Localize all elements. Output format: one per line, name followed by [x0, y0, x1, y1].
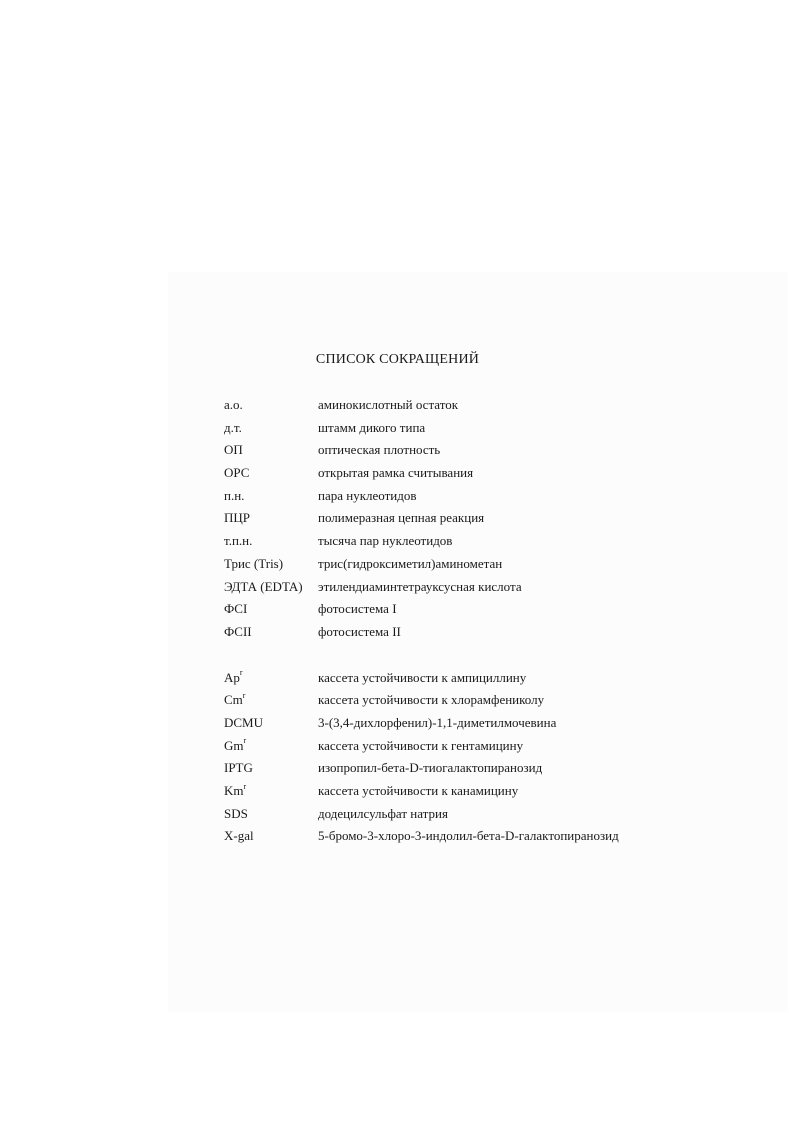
abbreviation-row: [224, 600, 764, 623]
abbreviation-term: [224, 714, 263, 731]
abbreviation-term-text: ОРС: [224, 465, 250, 481]
abbreviation-term: [224, 623, 252, 640]
abbreviation-definition: трис(гидроксиметил)аминометан: [318, 555, 503, 571]
abbreviation-definition: оптическая плотность: [318, 442, 441, 458]
abbreviation-row: [224, 691, 764, 714]
abbreviation-term: [224, 669, 243, 686]
abbreviation-term: [224, 509, 250, 526]
resistance-superscript: r: [239, 668, 243, 678]
abbreviation-definition: кассета устойчивости к ампициллину: [318, 669, 527, 685]
abbreviation-row: [224, 737, 764, 760]
page-title: СПИСОК СОКРАЩЕНИЙ: [315, 352, 480, 367]
abbreviation-term: [224, 759, 253, 776]
abbreviation-list: [224, 396, 764, 850]
abbreviation-row: [224, 396, 764, 419]
abbreviation-term: [224, 782, 246, 799]
abbreviation-row: [224, 782, 764, 805]
abbreviation-row: [224, 419, 764, 442]
abbreviation-term-text: ЭДТА (EDTA): [224, 578, 303, 594]
abbreviation-term-text: ФСII: [224, 623, 252, 639]
abbreviation-row: [224, 555, 764, 578]
abbreviation-term-text: Gm: [224, 737, 244, 753]
abbreviation-definition: штамм дикого типа: [318, 419, 426, 435]
abbreviation-definition: кассета устойчивости к хлорамфениколу: [318, 692, 545, 708]
abbreviation-definition: тысяча пар нуклеотидов: [318, 533, 453, 549]
abbreviation-row: [224, 669, 764, 692]
abbreviation-definition: этилендиаминтетрауксусная кислота: [318, 578, 522, 594]
resistance-superscript: r: [243, 736, 247, 746]
abbreviation-term: [224, 578, 303, 595]
abbreviation-term-text: DCMU: [224, 714, 264, 730]
abbreviation-row: [224, 805, 764, 828]
abbreviation-row: [224, 578, 764, 601]
abbreviation-term-text: Km: [224, 783, 244, 798]
abbreviation-row: [224, 759, 764, 782]
abbreviation-term: [224, 464, 249, 481]
abbreviation-term: [224, 419, 242, 436]
abbreviation-row: [224, 464, 764, 487]
abbreviation-term-text: ОП: [224, 442, 243, 458]
abbreviation-term-text: ФСI: [224, 601, 248, 617]
abbreviation-definition: аминокислотный остаток: [318, 397, 459, 412]
abbreviation-row: [224, 532, 764, 555]
abbreviation-term-text: Трис (Tris): [224, 555, 284, 571]
abbreviation-term: [224, 532, 252, 549]
abbreviation-definition: 5-бромо-3-хлоро-3-индолил-бета-D-галактопиранозид: [318, 828, 619, 844]
abbreviation-term: [224, 737, 246, 754]
abbreviation-definition: кассета устойчивости к канамицину: [318, 783, 519, 798]
abbreviation-definition: пара нуклеотидов: [318, 487, 417, 503]
abbreviation-row: [224, 509, 764, 532]
resistance-superscript: r: [243, 781, 247, 791]
abbreviation-term: [224, 691, 245, 708]
abbreviation-term-text: а.о.: [224, 397, 243, 412]
abbreviation-definition: полимеразная цепная реакция: [318, 510, 485, 526]
abbreviation-row: [224, 623, 764, 646]
abbreviation-row: [224, 487, 764, 510]
abbreviation-term-text: т.п.н.: [224, 533, 253, 549]
abbreviation-term-text: ПЦР: [224, 510, 251, 526]
group-separator: [224, 646, 764, 669]
abbreviation-definition: изопропил-бета-D-тиогалактопиранозид: [318, 760, 543, 776]
abbreviation-definition: додецилсульфат натрия: [318, 805, 448, 821]
abbreviation-definition: открытая рамка считывания: [318, 465, 474, 481]
abbreviation-term-text: Cm: [224, 692, 243, 708]
abbreviation-row: [224, 714, 764, 737]
abbreviation-definition: фотосистема I: [318, 601, 397, 617]
resistance-superscript: r: [242, 690, 246, 700]
abbreviation-term: [224, 805, 248, 822]
abbreviation-definition: кассета устойчивости к гентамицину: [318, 737, 524, 753]
abbreviation-row: [224, 441, 764, 464]
abbreviation-term: [224, 487, 244, 504]
abbreviation-term-text: Ap: [224, 669, 240, 685]
abbreviation-term-text: д.т.: [224, 419, 242, 435]
abbreviation-term-text: п.н.: [224, 487, 245, 503]
abbreviation-term: [224, 396, 243, 413]
abbreviation-term: [224, 441, 243, 458]
abbreviation-term-text: IPTG: [224, 760, 253, 776]
abbreviation-term-text: X-gal: [224, 828, 254, 844]
abbreviation-term-text: SDS: [224, 805, 248, 821]
abbreviation-definition: фотосистема II: [318, 623, 401, 639]
abbreviation-term: [224, 827, 254, 844]
abbreviation-term: [224, 555, 283, 572]
abbreviation-row: [224, 827, 764, 850]
abbreviation-definition: 3-(3,4-дихлорфенил)-1,1-диметилмочевина: [318, 714, 557, 730]
abbreviation-term: [224, 600, 247, 617]
